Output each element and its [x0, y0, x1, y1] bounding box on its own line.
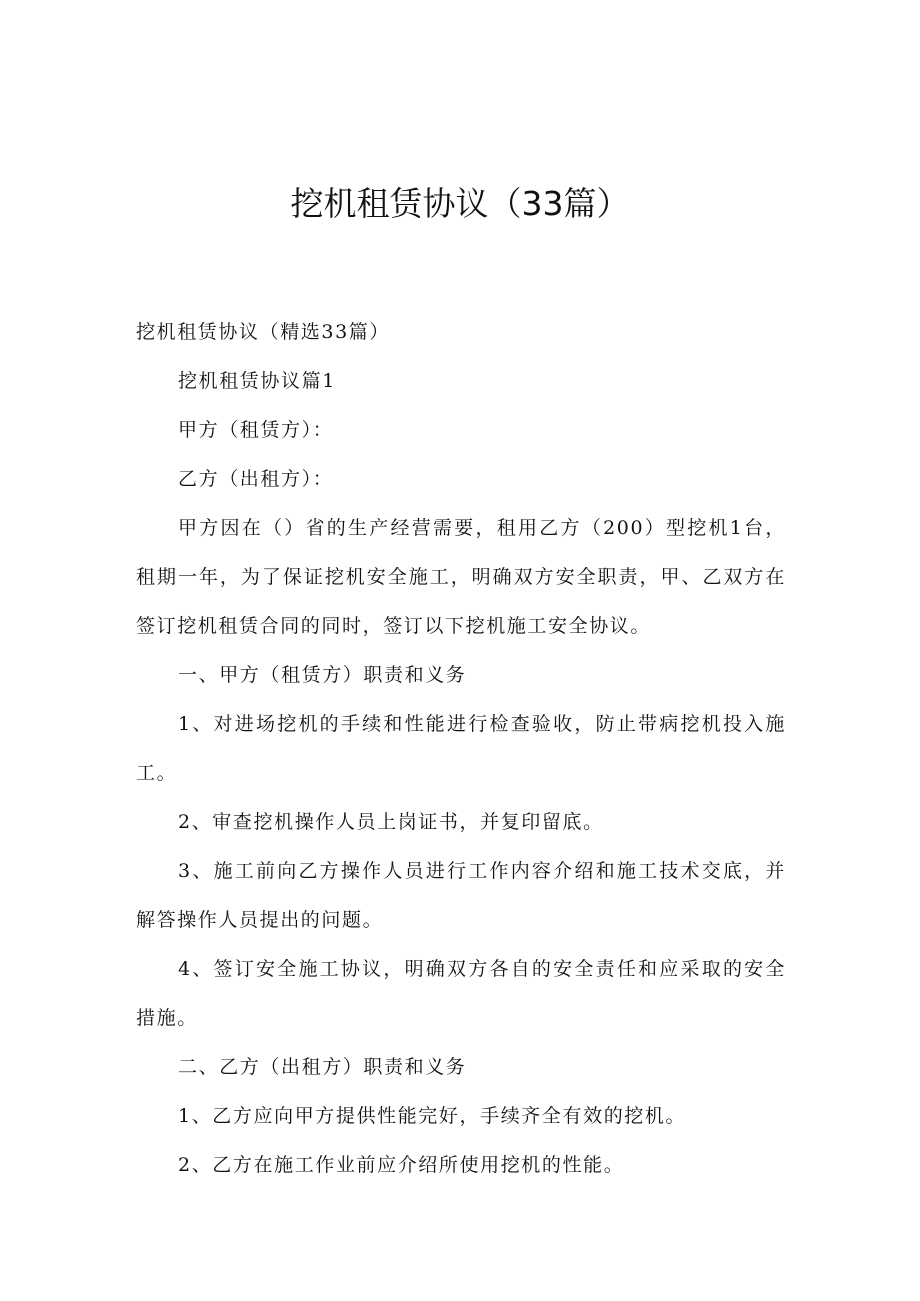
document-body	[136, 308, 786, 1190]
section-one-item-3: 3、施工前向乙方操作人员进行工作内容介绍和施工技术交底，并解答操作人员提出的问题。	[136, 860, 786, 931]
document-subtitle: 挖机租赁协议（精选33篇）	[136, 321, 390, 343]
section-two-item-1: 1、乙方应向甲方提供性能完好，手续齐全有效的挖机。	[178, 1105, 687, 1127]
party-a-line: 甲方（租赁方）：	[178, 419, 334, 441]
section-one-heading: 一、甲方（租赁方）职责和义务	[178, 664, 467, 686]
section-one-item-2: 2、审查挖机操作人员上岗证书，并复印留底。	[178, 811, 604, 833]
document-title: 挖机租赁协议（33篇）	[290, 184, 630, 224]
section-one-item-1: 1、对进场挖机的手续和性能进行检查验收，防止带病挖机投入施工。	[136, 713, 786, 784]
party-b-line: 乙方（出租方）：	[178, 468, 334, 490]
section-one-item-4: 4、签订安全施工协议，明确双方各自的安全责任和应采取的安全措施。	[136, 958, 786, 1029]
section-heading: 挖机租赁协议篇1	[178, 370, 336, 392]
intro-paragraph: 甲方因在（）省的生产经营需要，租用乙方（200）型挖机1台，租期一年，为了保证挖机安全施工，明确双方安全职责，甲、乙双方在签订挖机租赁合同的同时，签订以下挖机施工安全协议。	[136, 517, 786, 637]
section-two-heading: 二、乙方（出租方）职责和义务	[178, 1056, 467, 1078]
section-two-item-2: 2、乙方在施工作业前应介绍所使用挖机的性能。	[178, 1154, 625, 1176]
